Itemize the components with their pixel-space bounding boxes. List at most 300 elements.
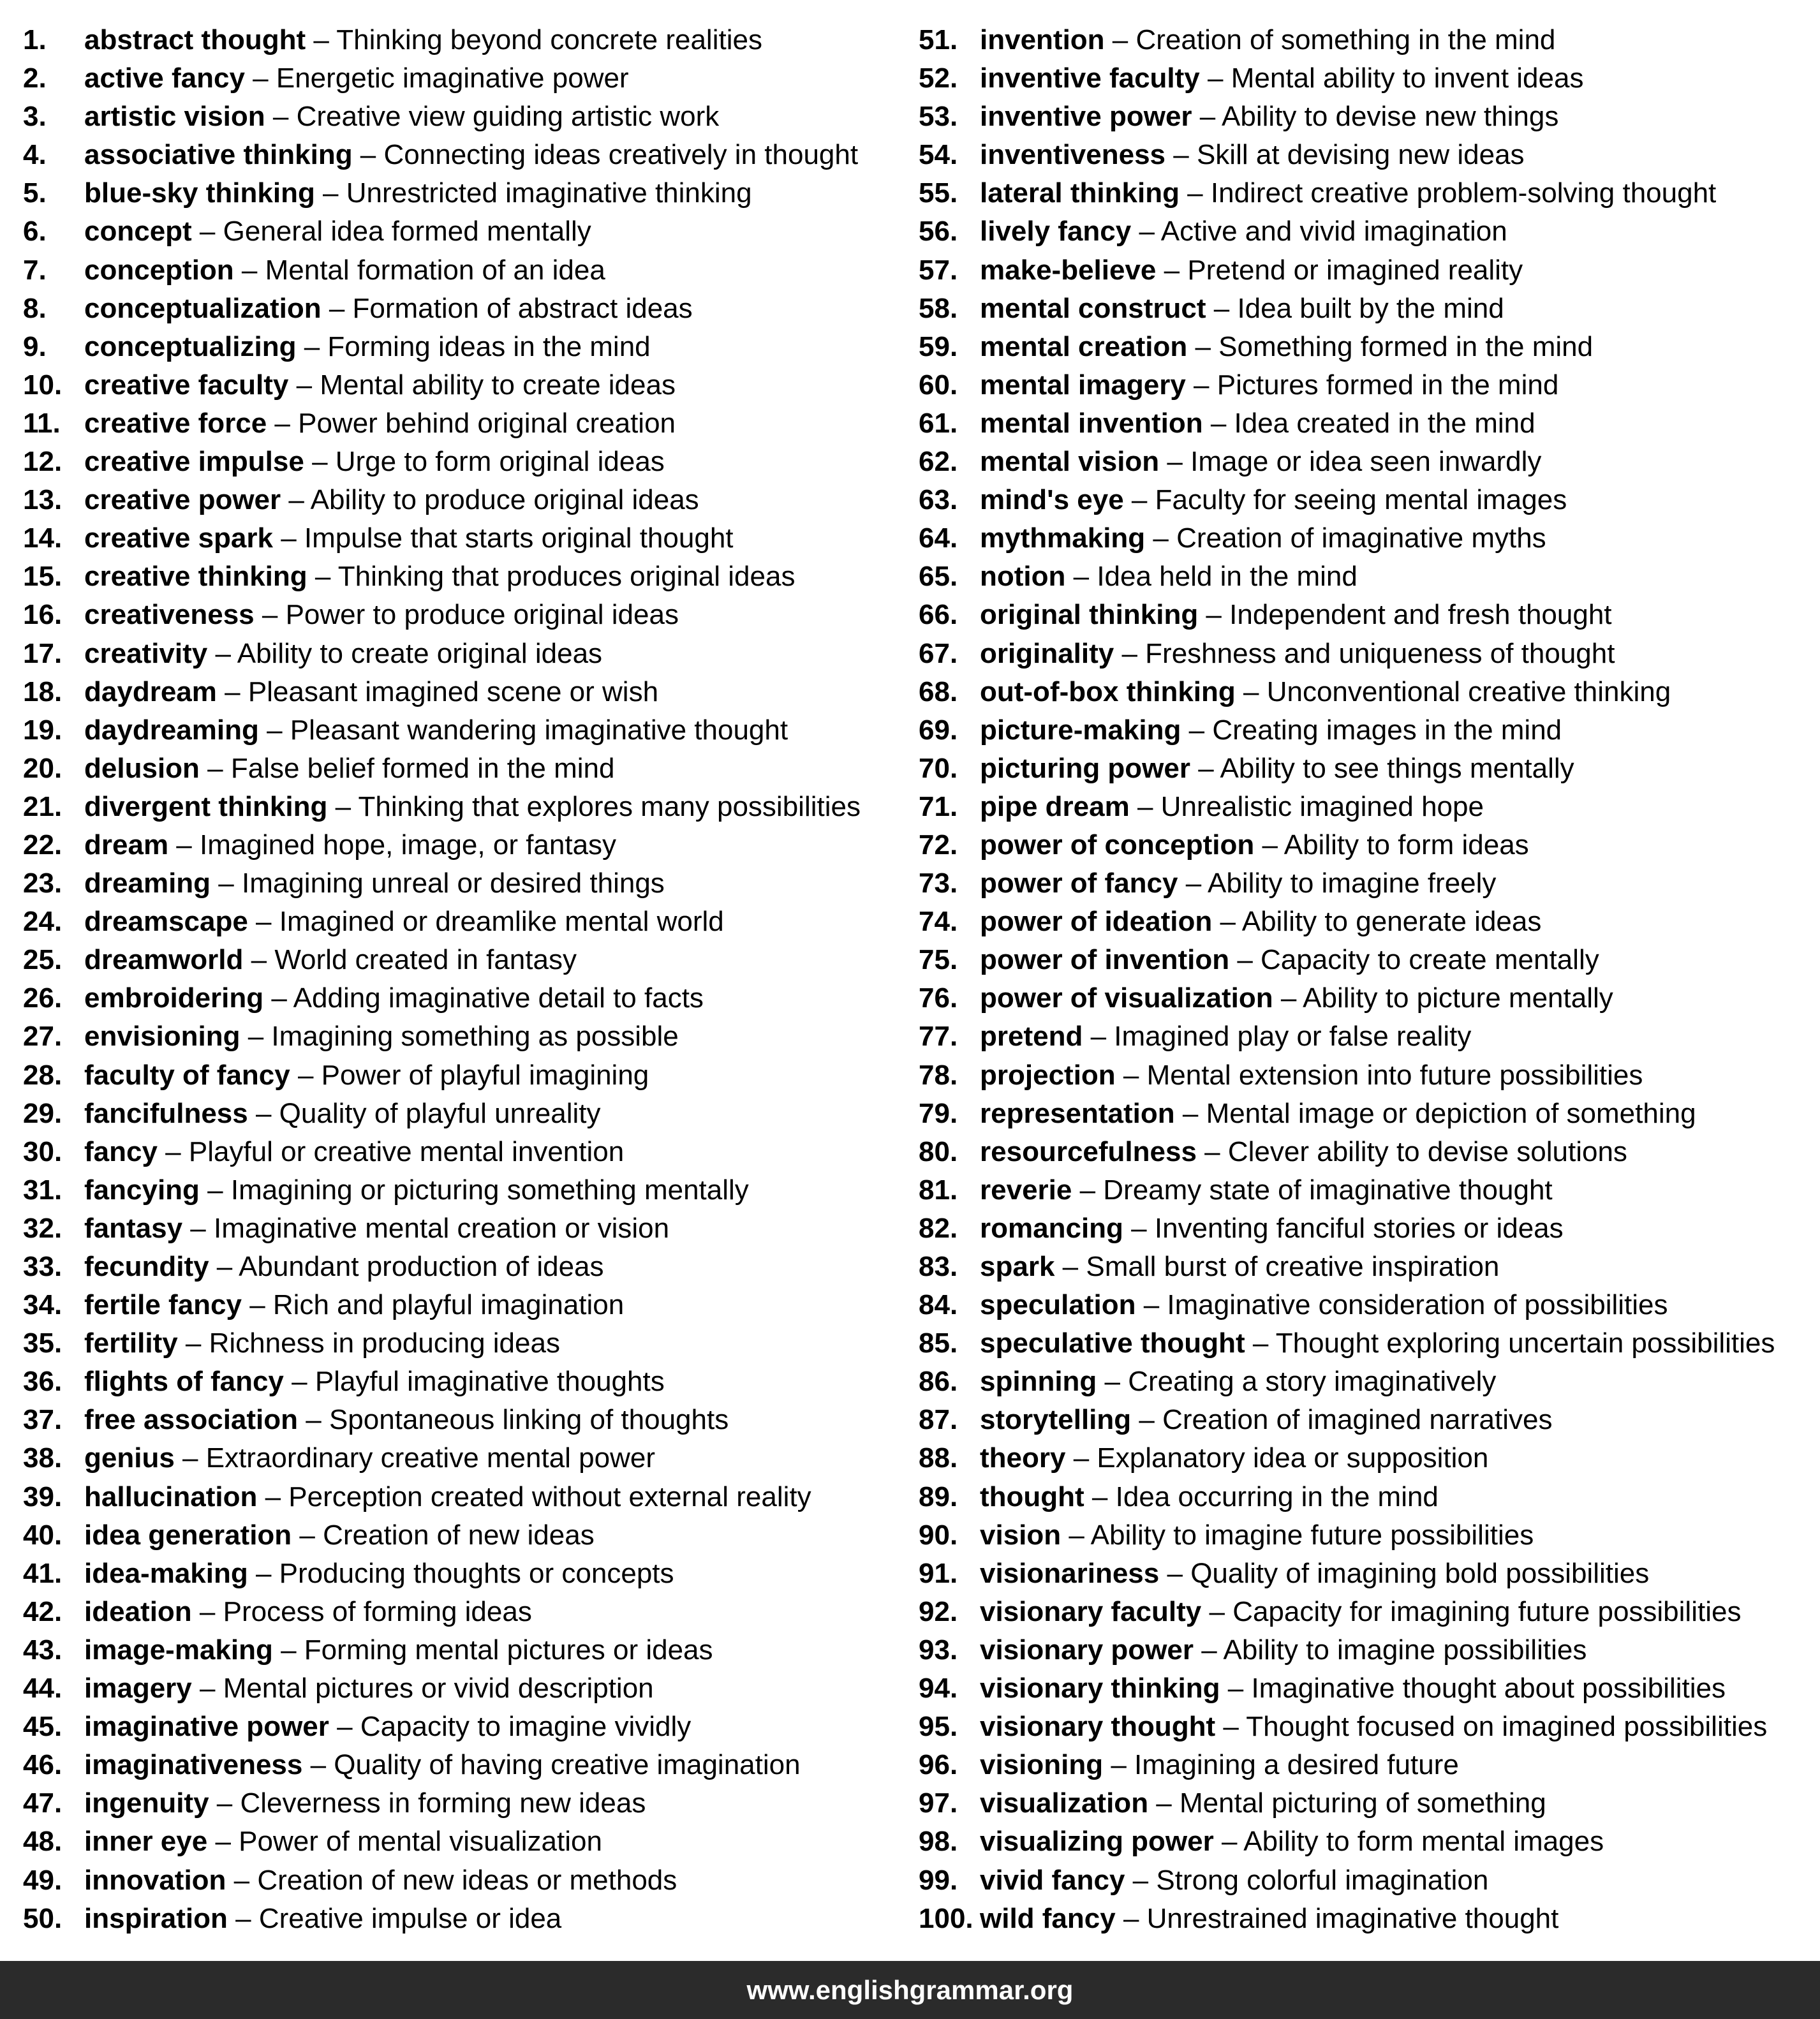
- list-item: [919, 59, 1812, 98]
- item-number: 12.: [23, 446, 63, 478]
- item-number: 87.: [919, 1404, 958, 1436]
- item-number: 22.: [23, 829, 63, 861]
- item-definition: Forming ideas in the mind: [327, 330, 651, 362]
- item-number: 100.: [919, 1902, 973, 1934]
- item-number: 96.: [919, 1749, 958, 1781]
- item-number: 61.: [919, 407, 958, 439]
- item-definition: Pictures formed in the mind: [1217, 369, 1559, 401]
- item-term: visualization: [980, 1787, 1149, 1819]
- item-definition: Ability to see things mentally: [1220, 752, 1574, 784]
- list-item: [919, 673, 1812, 711]
- item-term: artistic vision: [84, 101, 265, 133]
- list-item: [919, 711, 1812, 750]
- list-item: [919, 1861, 1812, 1900]
- item-number: 67.: [919, 637, 958, 669]
- list-item: [919, 1784, 1812, 1823]
- item-number: 35.: [23, 1328, 63, 1359]
- item-term: mythmaking: [980, 522, 1146, 554]
- item-definition: Quality of imagining bold possibilities: [1190, 1557, 1650, 1589]
- item-number: 54.: [919, 139, 958, 171]
- item-number: 78.: [919, 1059, 958, 1091]
- item-term: creativeness: [84, 599, 255, 631]
- item-definition: Power of mental visualization: [239, 1826, 602, 1858]
- item-term: picturing power: [980, 752, 1190, 784]
- list-item: [23, 711, 916, 750]
- item-term: associative thinking: [84, 139, 353, 171]
- item-number: 69.: [919, 714, 958, 746]
- item-definition: Rich and playful imagination: [272, 1289, 625, 1321]
- item-separator: –: [1190, 752, 1220, 784]
- item-term: ideation: [84, 1595, 192, 1627]
- list-item: [23, 673, 916, 711]
- item-term: active fancy: [84, 63, 245, 94]
- item-separator: –: [352, 139, 384, 171]
- item-separator: –: [248, 1557, 279, 1589]
- item-definition: Thought exploring uncertain possibilities: [1275, 1328, 1775, 1359]
- list-item: [23, 1555, 916, 1593]
- footer-url[interactable]: www.englishgrammar.org: [746, 1975, 1074, 2005]
- item-separator: –: [191, 1673, 223, 1705]
- item-term: mental invention: [980, 407, 1203, 439]
- item-separator: –: [191, 1595, 223, 1627]
- list-item: [919, 596, 1812, 634]
- list-item: [919, 635, 1812, 673]
- item-number: 42.: [23, 1595, 63, 1627]
- item-definition: Urge to form original ideas: [335, 446, 665, 478]
- item-number: 15.: [23, 561, 63, 593]
- item-term: visionary power: [980, 1634, 1194, 1666]
- item-term: resourcefulness: [980, 1135, 1197, 1167]
- item-definition: Capacity for imagining future possibilities: [1232, 1595, 1742, 1627]
- list-item: [919, 1324, 1812, 1363]
- list-item: [919, 366, 1812, 404]
- item-definition: Ability to imagine freely: [1208, 868, 1497, 899]
- item-number: 7.: [23, 254, 47, 286]
- item-term: picture-making: [980, 714, 1181, 746]
- item-separator: –: [199, 1174, 231, 1206]
- item-number: 30.: [23, 1135, 63, 1167]
- item-number: 49.: [23, 1864, 63, 1896]
- list-item: [23, 251, 916, 290]
- item-number: 37.: [23, 1404, 63, 1436]
- list-item: [23, 941, 916, 979]
- item-number: 20.: [23, 752, 63, 784]
- list-item: [919, 481, 1812, 519]
- item-term: daydream: [84, 676, 217, 707]
- item-separator: –: [1196, 1135, 1228, 1167]
- item-term: lively fancy: [980, 216, 1132, 248]
- item-definition: Ability to form mental images: [1243, 1826, 1604, 1858]
- item-term: creativity: [84, 637, 208, 669]
- item-number: 24.: [23, 906, 63, 938]
- item-term: invention: [980, 24, 1105, 55]
- list-item: [919, 1171, 1812, 1209]
- item-number: 48.: [23, 1826, 63, 1858]
- item-number: 99.: [919, 1864, 958, 1896]
- item-number: 31.: [23, 1174, 63, 1206]
- item-separator: –: [263, 982, 293, 1014]
- item-number: 28.: [23, 1059, 63, 1091]
- item-separator: –: [306, 24, 337, 55]
- list-item: [23, 443, 916, 481]
- item-separator: –: [304, 446, 336, 478]
- list-item: [919, 1555, 1812, 1593]
- item-separator: –: [1131, 1404, 1163, 1436]
- item-number: 44.: [23, 1673, 63, 1705]
- item-separator: –: [1129, 790, 1161, 822]
- item-definition: Imagined play or false reality: [1114, 1021, 1472, 1053]
- item-separator: –: [216, 676, 248, 707]
- item-term: theory: [980, 1442, 1066, 1474]
- item-definition: Power to produce original ideas: [285, 599, 679, 631]
- item-definition: Creative impulse or idea: [258, 1902, 562, 1934]
- item-term: speculation: [980, 1289, 1136, 1321]
- item-number: 14.: [23, 522, 63, 554]
- item-definition: Explanatory idea or supposition: [1097, 1442, 1489, 1474]
- item-number: 83.: [919, 1251, 958, 1282]
- item-separator: –: [243, 944, 275, 976]
- item-separator: –: [209, 1251, 239, 1282]
- item-number: 43.: [23, 1634, 63, 1666]
- item-term: envisioning: [84, 1021, 240, 1053]
- item-separator: –: [314, 177, 346, 209]
- list-item: [23, 1439, 916, 1477]
- item-separator: –: [1220, 1673, 1252, 1705]
- list-item: [919, 136, 1812, 174]
- item-term: conception: [84, 254, 234, 286]
- item-separator: –: [281, 484, 311, 516]
- item-term: wild fancy: [980, 1902, 1116, 1934]
- item-definition: Imagined hope, image, or fantasy: [200, 829, 617, 861]
- item-separator: –: [1213, 1826, 1244, 1858]
- item-separator: –: [1061, 1519, 1091, 1551]
- item-separator: –: [1065, 1442, 1097, 1474]
- item-separator: –: [177, 1328, 209, 1359]
- item-separator: –: [211, 868, 242, 899]
- item-definition: Quality of having creative imagination: [334, 1749, 801, 1781]
- item-term: storytelling: [980, 1404, 1132, 1436]
- item-definition: Imagined or dreamlike mental world: [279, 906, 724, 938]
- item-separator: –: [1054, 1251, 1086, 1282]
- list-item: [23, 1823, 916, 1861]
- item-definition: Imagining unreal or desired things: [241, 868, 665, 899]
- list-item: [919, 1056, 1812, 1095]
- item-term: mind's eye: [980, 484, 1124, 516]
- list-column-right: [919, 21, 1812, 1938]
- item-number: 53.: [919, 101, 958, 133]
- item-term: embroidering: [84, 982, 264, 1014]
- item-definition: Perception created without external reality: [288, 1481, 811, 1512]
- item-definition: Idea created in the mind: [1234, 407, 1535, 439]
- list-item: [23, 1861, 916, 1900]
- item-number: 76.: [919, 982, 958, 1014]
- item-definition: Unrestrained imaginative thought: [1146, 1902, 1559, 1934]
- item-definition: Creating images in the mind: [1212, 714, 1562, 746]
- item-definition: Creation of new ideas: [323, 1519, 595, 1551]
- item-term: creative faculty: [84, 369, 289, 401]
- item-definition: Creation of imagined narratives: [1162, 1404, 1553, 1436]
- list-item: [23, 596, 916, 634]
- item-definition: Active and vivid imagination: [1160, 216, 1507, 248]
- item-term: mental vision: [980, 446, 1160, 478]
- list-item: [919, 1593, 1812, 1631]
- item-term: imaginativeness: [84, 1749, 303, 1781]
- item-separator: –: [1065, 561, 1097, 593]
- item-term: out-of-box thinking: [980, 676, 1236, 707]
- item-number: 40.: [23, 1519, 63, 1551]
- item-definition: Capacity to imagine vividly: [360, 1711, 692, 1743]
- item-term: fancifulness: [84, 1097, 248, 1129]
- item-term: dream: [84, 829, 169, 861]
- item-separator: –: [327, 790, 359, 822]
- item-term: mental creation: [980, 330, 1188, 362]
- item-definition: Pretend or imagined reality: [1187, 254, 1523, 286]
- item-definition: Producing thoughts or concepts: [279, 1557, 674, 1589]
- list-item: [23, 404, 916, 443]
- item-term: fancy: [84, 1135, 158, 1167]
- list-item: [23, 212, 916, 251]
- item-separator: –: [241, 1289, 273, 1321]
- item-term: innovation: [84, 1864, 226, 1896]
- item-term: daydreaming: [84, 714, 259, 746]
- item-term: visioning: [980, 1749, 1104, 1781]
- item-separator: –: [1123, 484, 1155, 516]
- item-definition: Formation of abstract ideas: [352, 292, 693, 324]
- item-term: abstract thought: [84, 24, 306, 55]
- item-term: fertility: [84, 1328, 178, 1359]
- item-separator: –: [209, 1787, 240, 1819]
- list-item: [23, 1056, 916, 1095]
- item-term: visionary faculty: [980, 1595, 1202, 1627]
- item-separator: –: [1114, 637, 1146, 669]
- item-term: power of invention: [980, 944, 1230, 976]
- list-item: [23, 1171, 916, 1209]
- list-item: [23, 174, 916, 212]
- list-item: [23, 519, 916, 558]
- item-term: inspiration: [84, 1902, 228, 1934]
- item-separator: –: [290, 1059, 322, 1091]
- item-separator: –: [1215, 1711, 1247, 1743]
- item-definition: Power of playful imagining: [321, 1059, 649, 1091]
- item-definition: Impulse that starts original thought: [304, 522, 734, 554]
- list-item: [23, 1708, 916, 1746]
- item-separator: –: [257, 1481, 289, 1512]
- item-separator: –: [321, 292, 353, 324]
- list-item: [919, 290, 1812, 328]
- list-item: [919, 1746, 1812, 1784]
- item-separator: –: [1245, 1328, 1276, 1359]
- item-definition: Indirect creative problem-solving thought: [1210, 177, 1717, 209]
- item-separator: –: [1136, 1289, 1167, 1321]
- item-definition: Unrealistic imagined hope: [1160, 790, 1484, 822]
- item-term: creative power: [84, 484, 281, 516]
- list-item: [23, 290, 916, 328]
- item-separator: –: [248, 906, 279, 938]
- item-number: 92.: [919, 1595, 958, 1627]
- item-number: 25.: [23, 944, 63, 976]
- item-number: 16.: [23, 599, 63, 631]
- item-definition: Idea occurring in the mind: [1115, 1481, 1439, 1512]
- item-definition: Quality of playful unreality: [279, 1097, 601, 1129]
- item-separator: –: [1199, 63, 1231, 94]
- item-number: 60.: [919, 369, 958, 401]
- item-separator: –: [1235, 676, 1267, 707]
- list-item: [919, 864, 1812, 903]
- item-separator: –: [292, 1519, 323, 1551]
- item-definition: Creation of new ideas or methods: [257, 1864, 677, 1896]
- item-separator: –: [1165, 139, 1197, 171]
- item-separator: –: [1159, 446, 1191, 478]
- item-separator: –: [1181, 714, 1213, 746]
- list-item: [23, 788, 916, 826]
- item-number: 46.: [23, 1749, 63, 1781]
- item-number: 71.: [919, 790, 958, 822]
- list-item: [23, 1784, 916, 1823]
- item-separator: –: [207, 1826, 239, 1858]
- item-number: 32.: [23, 1212, 63, 1244]
- item-separator: –: [1187, 330, 1219, 362]
- item-definition: False belief formed in the mind: [230, 752, 615, 784]
- item-separator: –: [1097, 1366, 1128, 1398]
- item-number: 88.: [919, 1442, 958, 1474]
- item-separator: –: [329, 1711, 360, 1743]
- item-definition: Capacity to create mentally: [1261, 944, 1599, 976]
- item-definition: Richness in producing ideas: [209, 1328, 560, 1359]
- item-term: power of conception: [980, 829, 1255, 861]
- list-item: [919, 1401, 1812, 1439]
- list-item: [919, 1669, 1812, 1708]
- item-separator: –: [1201, 1595, 1233, 1627]
- item-number: 77.: [919, 1021, 958, 1053]
- item-number: 51.: [919, 24, 958, 55]
- item-term: genius: [84, 1442, 175, 1474]
- item-term: romancing: [980, 1212, 1123, 1244]
- item-term: original thinking: [980, 599, 1199, 631]
- item-definition: Thinking that explores many possibilities: [358, 790, 861, 822]
- item-term: vivid fancy: [980, 1864, 1125, 1896]
- list-item: [23, 1478, 916, 1516]
- item-separator: –: [1123, 1212, 1155, 1244]
- item-term: creative thinking: [84, 561, 307, 593]
- item-number: 23.: [23, 868, 63, 899]
- item-definition: Energetic imaginative power: [276, 63, 629, 94]
- item-separator: –: [1084, 1481, 1116, 1512]
- item-term: power of fancy: [980, 868, 1178, 899]
- list-item: [23, 1017, 916, 1056]
- item-term: mental imagery: [980, 369, 1186, 401]
- item-term: inventive faculty: [980, 63, 1200, 94]
- list-item: [919, 903, 1812, 941]
- item-term: hallucination: [84, 1481, 258, 1512]
- item-number: 74.: [919, 906, 958, 938]
- item-number: 79.: [919, 1097, 958, 1129]
- item-number: 45.: [23, 1711, 63, 1743]
- item-definition: Inventing fanciful stories or ideas: [1154, 1212, 1564, 1244]
- item-separator: –: [1125, 1864, 1157, 1896]
- item-definition: Imaginative mental creation or vision: [214, 1212, 670, 1244]
- item-definition: Thinking beyond concrete realities: [336, 24, 762, 55]
- list-item: [23, 826, 916, 864]
- item-definition: Ability to imagine possibilities: [1223, 1634, 1587, 1666]
- item-definition: Idea held in the mind: [1097, 561, 1358, 593]
- item-number: 26.: [23, 982, 63, 1014]
- list-item: [919, 750, 1812, 788]
- item-separator: –: [1174, 1097, 1206, 1129]
- item-number: 18.: [23, 676, 63, 707]
- list-item: [23, 366, 916, 404]
- item-number: 65.: [919, 561, 958, 593]
- item-number: 98.: [919, 1826, 958, 1858]
- item-term: projection: [980, 1059, 1116, 1091]
- list-item: [919, 1900, 1812, 1938]
- list-item: [23, 635, 916, 673]
- item-separator: –: [1202, 407, 1234, 439]
- item-number: 2.: [23, 63, 47, 94]
- item-number: 3.: [23, 101, 47, 133]
- item-number: 6.: [23, 216, 47, 248]
- list-item: [23, 750, 916, 788]
- item-separator: –: [244, 63, 276, 94]
- item-definition: Skill at devising new ideas: [1196, 139, 1525, 171]
- list-item: [23, 1669, 916, 1708]
- item-separator: –: [1206, 292, 1238, 324]
- item-term: free association: [84, 1404, 299, 1436]
- item-definition: Playful imaginative thoughts: [314, 1366, 665, 1398]
- item-separator: –: [1083, 1021, 1114, 1053]
- item-term: inner eye: [84, 1826, 208, 1858]
- item-term: originality: [980, 637, 1114, 669]
- item-number: 84.: [919, 1289, 958, 1321]
- item-number: 41.: [23, 1557, 63, 1589]
- list-item: [919, 1631, 1812, 1669]
- item-term: dreamworld: [84, 944, 244, 976]
- item-definition: Mental picturing of something: [1180, 1787, 1546, 1819]
- item-number: 63.: [919, 484, 958, 516]
- item-separator: –: [1115, 1059, 1147, 1091]
- item-separator: –: [199, 752, 231, 784]
- item-definition: Mental extension into future possibilities: [1146, 1059, 1643, 1091]
- item-term: idea generation: [84, 1519, 292, 1551]
- item-number: 91.: [919, 1557, 958, 1589]
- item-separator: –: [1104, 24, 1136, 55]
- item-number: 89.: [919, 1481, 958, 1512]
- item-term: spinning: [980, 1366, 1097, 1398]
- item-separator: –: [254, 599, 286, 631]
- item-number: 90.: [919, 1519, 958, 1551]
- item-number: 50.: [23, 1902, 63, 1934]
- item-number: 55.: [919, 177, 958, 209]
- item-number: 59.: [919, 330, 958, 362]
- item-term: pipe dream: [980, 790, 1130, 822]
- item-term: spark: [980, 1251, 1055, 1282]
- item-term: fantasy: [84, 1212, 183, 1244]
- item-number: 8.: [23, 292, 47, 324]
- item-separator: –: [1178, 868, 1208, 899]
- item-definition: Forming mental pictures or ideas: [304, 1634, 713, 1666]
- item-term: blue-sky thinking: [84, 177, 315, 209]
- item-separator: –: [272, 1634, 304, 1666]
- item-term: flights of fancy: [84, 1366, 284, 1398]
- item-number: 13.: [23, 484, 63, 516]
- item-separator: –: [307, 561, 338, 593]
- item-separator: –: [248, 1097, 279, 1129]
- item-number: 93.: [919, 1634, 958, 1666]
- item-separator: –: [157, 1135, 189, 1167]
- item-definition: Ability to create original ideas: [237, 637, 603, 669]
- item-definition: Thinking that produces original ideas: [337, 561, 795, 593]
- item-number: 27.: [23, 1021, 63, 1053]
- item-separator: –: [240, 1021, 272, 1053]
